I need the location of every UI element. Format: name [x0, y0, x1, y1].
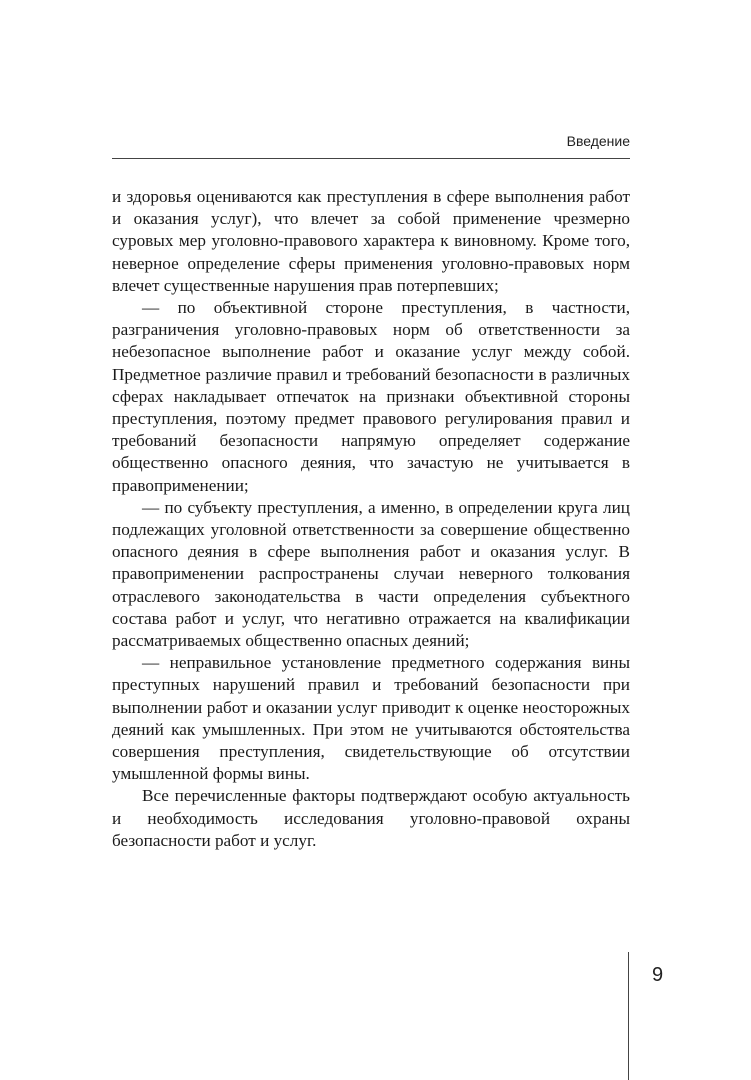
paragraph-2: — по объективной стороне преступления, в частности, разграничения уголовно-правовых норм об ответственности за небезопасное выполнение работ и оказание услуг между собой. Предметное различие правил и требований безопасности в различных сферах накладывает отпечаток на признаки объективной стороны преступления, поэтому предмет правового регулирования правил и требований безопасности напрямую определяет содержание общественно опасного деяния, что зачастую не учитывается в правоприменении; [112, 298, 630, 495]
paragraph-4: — неправильное установление предметного содержания вины преступных нарушений правил и требований безопасности при выполнении работ и оказании услуг приводит к оценке неосторожных деяний как умышленных. При этом не учитываются обстоятельства совершения преступления, свидетельствующие об отсутствии умышленной формы вины. [112, 653, 630, 784]
paragraph-1: и здоровья оцениваются как преступления в сфере выполнения работ и оказания услуг), что влечет за собой применение чрезмерно суровых мер уголовно-правового характера к виновному. Кроме того, неверное определение сферы применения уголовно-правовых норм влечет существенные нарушения прав потерпевших; [112, 187, 630, 295]
paragraph-3: — по субъекту преступления, а именно, в определении круга лиц подлежащих уголовной ответственности за совершение общественно опасного деяния в сфере выполнения работ и оказания услуг. В правоприменении распространены случаи неверного толкования отраслевого законодательства в части определения субъектного состава работ и услуг, что негативно отражается на квалификации рассматриваемых общественно опасных деяний; [112, 497, 630, 651]
page-number: 9 [652, 964, 664, 986]
page-number-rule [628, 952, 629, 1080]
paragraph-5: Все перечисленные факторы подтверждают особую актуальность и необходимость исследования уголовно-правовой охраны безопасности работ и услуг. [112, 786, 630, 850]
body-text [112, 186, 630, 852]
header-rule [112, 158, 630, 159]
running-head-title: Введение [566, 133, 630, 149]
